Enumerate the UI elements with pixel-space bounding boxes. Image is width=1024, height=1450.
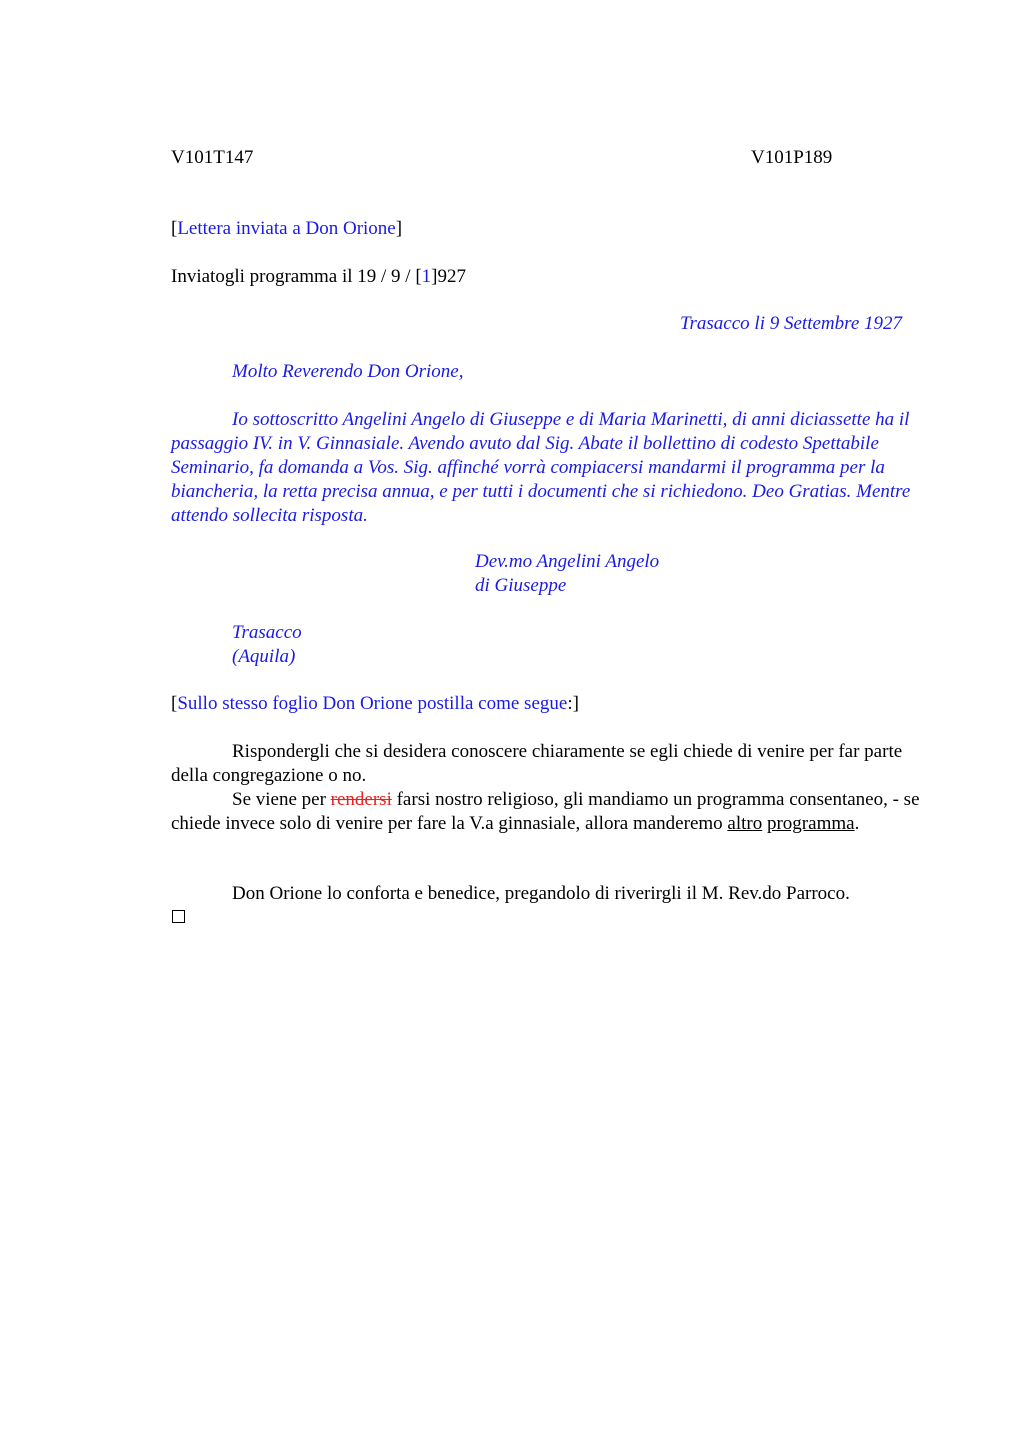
program-note-inserted: 1 — [421, 266, 432, 287]
annotation-paragraph-2 — [171, 788, 931, 836]
editor-note-text: Lettera inviata a Don Orione — [177, 218, 396, 239]
underlined-word-programma: programma — [766, 813, 855, 834]
program-note-suffix: ]927 — [431, 266, 466, 287]
editor-note-postil — [171, 692, 579, 716]
address-line-1: Trasacco — [232, 622, 302, 643]
editor-note-letter — [171, 217, 402, 241]
bracket-close: :] — [567, 693, 579, 714]
header-right-code: V101P189 — [751, 147, 833, 168]
underlined-word-altro: altro — [727, 813, 763, 834]
bracket-close: ] — [395, 218, 403, 239]
letter-body — [171, 408, 931, 528]
struck-word: rendersi — [330, 789, 392, 810]
address-line-2: (Aquila) — [232, 646, 296, 667]
annotation-paragraph-1 — [171, 740, 931, 788]
annotation-para2-middle: farsi nostro religioso, gli mandiamo un programma consentaneo, - se chiede invece solo di venire per fare la V.a ginnasiale, allora manderemo — [171, 789, 920, 834]
letter-salutation: Molto Reverendo Don Orione, — [232, 361, 464, 382]
annotation-paragraph-3 — [171, 882, 931, 906]
signature-line-2: di Giuseppe — [475, 575, 567, 596]
bracket-open: [ — [171, 218, 178, 239]
letter-body-text: Io sottoscritto Angelini Angelo di Giuseppe e di Maria Marinetti, di anni diciassette ha il passaggio IV. in V. Ginnasiale. Avendo avuto dal Sig. Abate il bollettino di codesto Spettabile Seminario, fa domanda a Vos. Sig. affinché vorrà compiacersi mandarmi il programma per la biancheria, la retta precisa annua, e per tutti i documenti che si richiedono. Deo Gratias. Mentre attendo sollecita risposta. — [171, 409, 911, 526]
signature-line-1: Dev.mo Angelini Angelo — [475, 551, 660, 572]
annotation-para1-text: Rispondergli che si desidera conoscere chiaramente se egli chiede di venire per far parte della congregazione o no. — [171, 741, 903, 786]
bracket-open: [ — [171, 693, 178, 714]
annotation-para2-end: . — [854, 813, 860, 834]
annotation-para2-before: Se viene per — [232, 789, 331, 810]
program-note-prefix: Inviatogli programma il 19 / 9 / [ — [171, 266, 422, 287]
annotation-para3-text: Don Orione lo conforta e benedice, pregandolo di riverirgli il M. Rev.do Parroco. — [232, 883, 850, 904]
header-left-code: V101T147 — [171, 147, 254, 168]
program-sent-note — [171, 265, 466, 289]
end-marker-box-icon — [172, 910, 185, 923]
editor-note-postil-text: Sullo stesso foglio Don Orione postilla come segue — [177, 693, 568, 714]
letter-place-date: Trasacco li 9 Settembre 1927 — [680, 313, 902, 334]
